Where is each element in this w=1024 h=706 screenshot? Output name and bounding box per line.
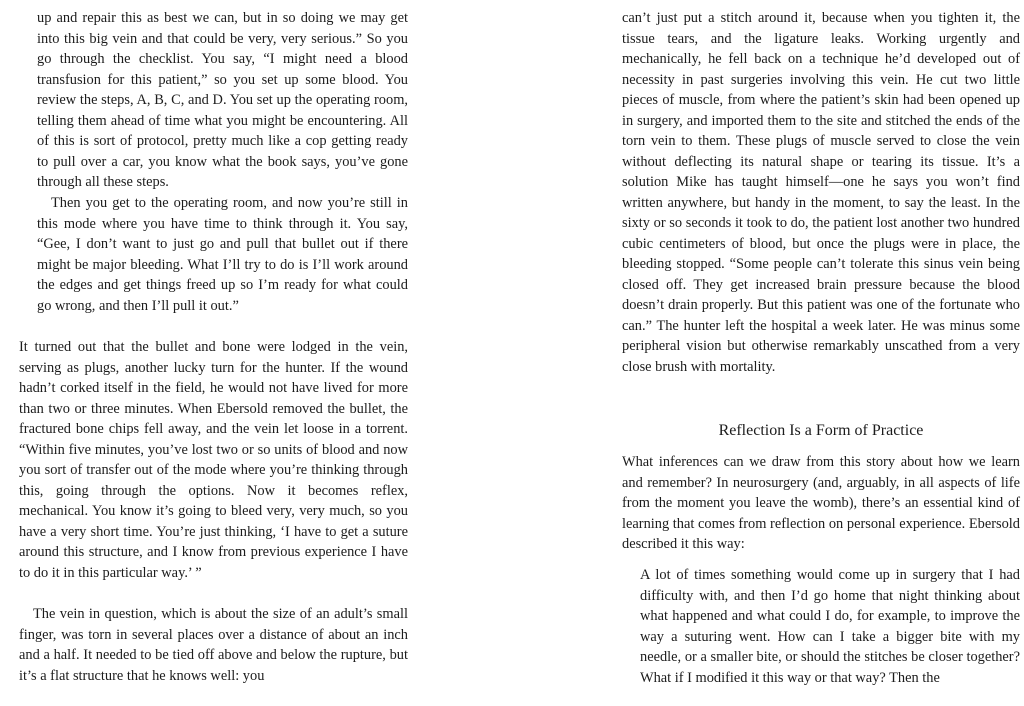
- block-quote-paragraph-3: A lot of times something would come up in surgery that I had difficulty with, and then I’d go home that night thinking about what happened and what could I do, for example, to improve the way a suturing went. How can I take a bigger bite with my needle, or a smaller bite, or should the stitches be closer together? What if I modified it this way or that way? Then the: [640, 567, 1020, 686]
- body-paragraph-3: can’t just put a stitch around it, because when you tighten it, the tissue tears, and the ligature leaks. Working urgently and mechanically, he fell back on a technique he’d developed out of necessity in past surgeries involving this vein. He cut two little pieces of muscle, from where the patient’s skin had been opened up in surgery, and imported them to the site and stitched the ends of the torn vein to them. These plugs of muscle served to close the vein without deflecting its natural shape or tearing its tissue. It’s a solution Mike has taught himself—one he says you won’t find written anywhere, but handy in the moment, to say the least. In the sixty or so seconds it took to do, the patient lost another two hundred cubic centimeters of blood, but once the plugs were in place, the bleeding stopped. “Some people can’t tolerate this sinus vein being closed off. They get increased brain pressure because the blood doesn’t drain properly. But this patient was one of the fortunate who can.” The hunter left the hospital a week later. He was minus some peripheral vision but otherwise remarkably unscathed from a very close brush with mortality.: [622, 10, 1020, 375]
- block-quote-paragraph-2: Then you get to the operating room, and now you’re still in this mode where you have time to think through it. You say, “Gee, I don’t want to just go and pull that bullet out if there might be major bleeding. What I’ll try to do is I’ll work around the edges and get things freed up so I’m ready for what could go wrong, and then I’ll pull it out.”: [37, 195, 408, 314]
- section-heading: Reflection Is a Form of Practice: [718, 422, 924, 439]
- body-paragraph-1: It turned out that the bullet and bone were lodged in the vein, serving as plugs, another lucky turn for the hunter. If the wound hadn’t corked itself in the field, he would not have lived for more than two or three minutes. When Ebersold removed the bullet, the fractured bone chips fell away, and the vein let loose in a torrent. “Within five minutes, you’ve lost two or so units of blood and now you sort of transfer out of the mode where you’re thinking through this, going through the options. Now it becomes reflex, mechanical. You know it’s going to bleed very, very much, so you have a very short time. You’re just thinking, ‘I have to get a suture around this structure, and I know from previous experience I have to do it in this particular way.’ ”: [19, 339, 408, 581]
- right-page: [512, 0, 1024, 706]
- body-paragraph-4: What inferences can we draw from this story about how we learn and remember? In neurosurgery (and, arguably, in all aspects of life from the moment you leave the womb), there’s an essential kind of learning that comes from reflection on personal experience. Ebersold described it this way:: [622, 454, 1020, 552]
- body-paragraph-2: The vein in question, which is about the size of an adult’s small finger, was torn in several places over a distance of about an inch and a half. It needed to be tied off above and below the rupture, but it’s a flat structure that he knows well: you: [19, 606, 408, 684]
- block-quote-paragraph-1: up and repair this as best we can, but in so doing we may get into this big vein and that could be very, very serious.” So you go through the checklist. You say, “I might need a blood transfusion for this patient,” so you set up some blood. You review the steps, A, B, C, and D. You set up the operating room, telling them ahead of time what you might be encountering. All of this is sort of protocol, pretty much like a cop getting ready to pull over a car, you know what the book says, you’ve gone through all these steps.: [37, 10, 408, 190]
